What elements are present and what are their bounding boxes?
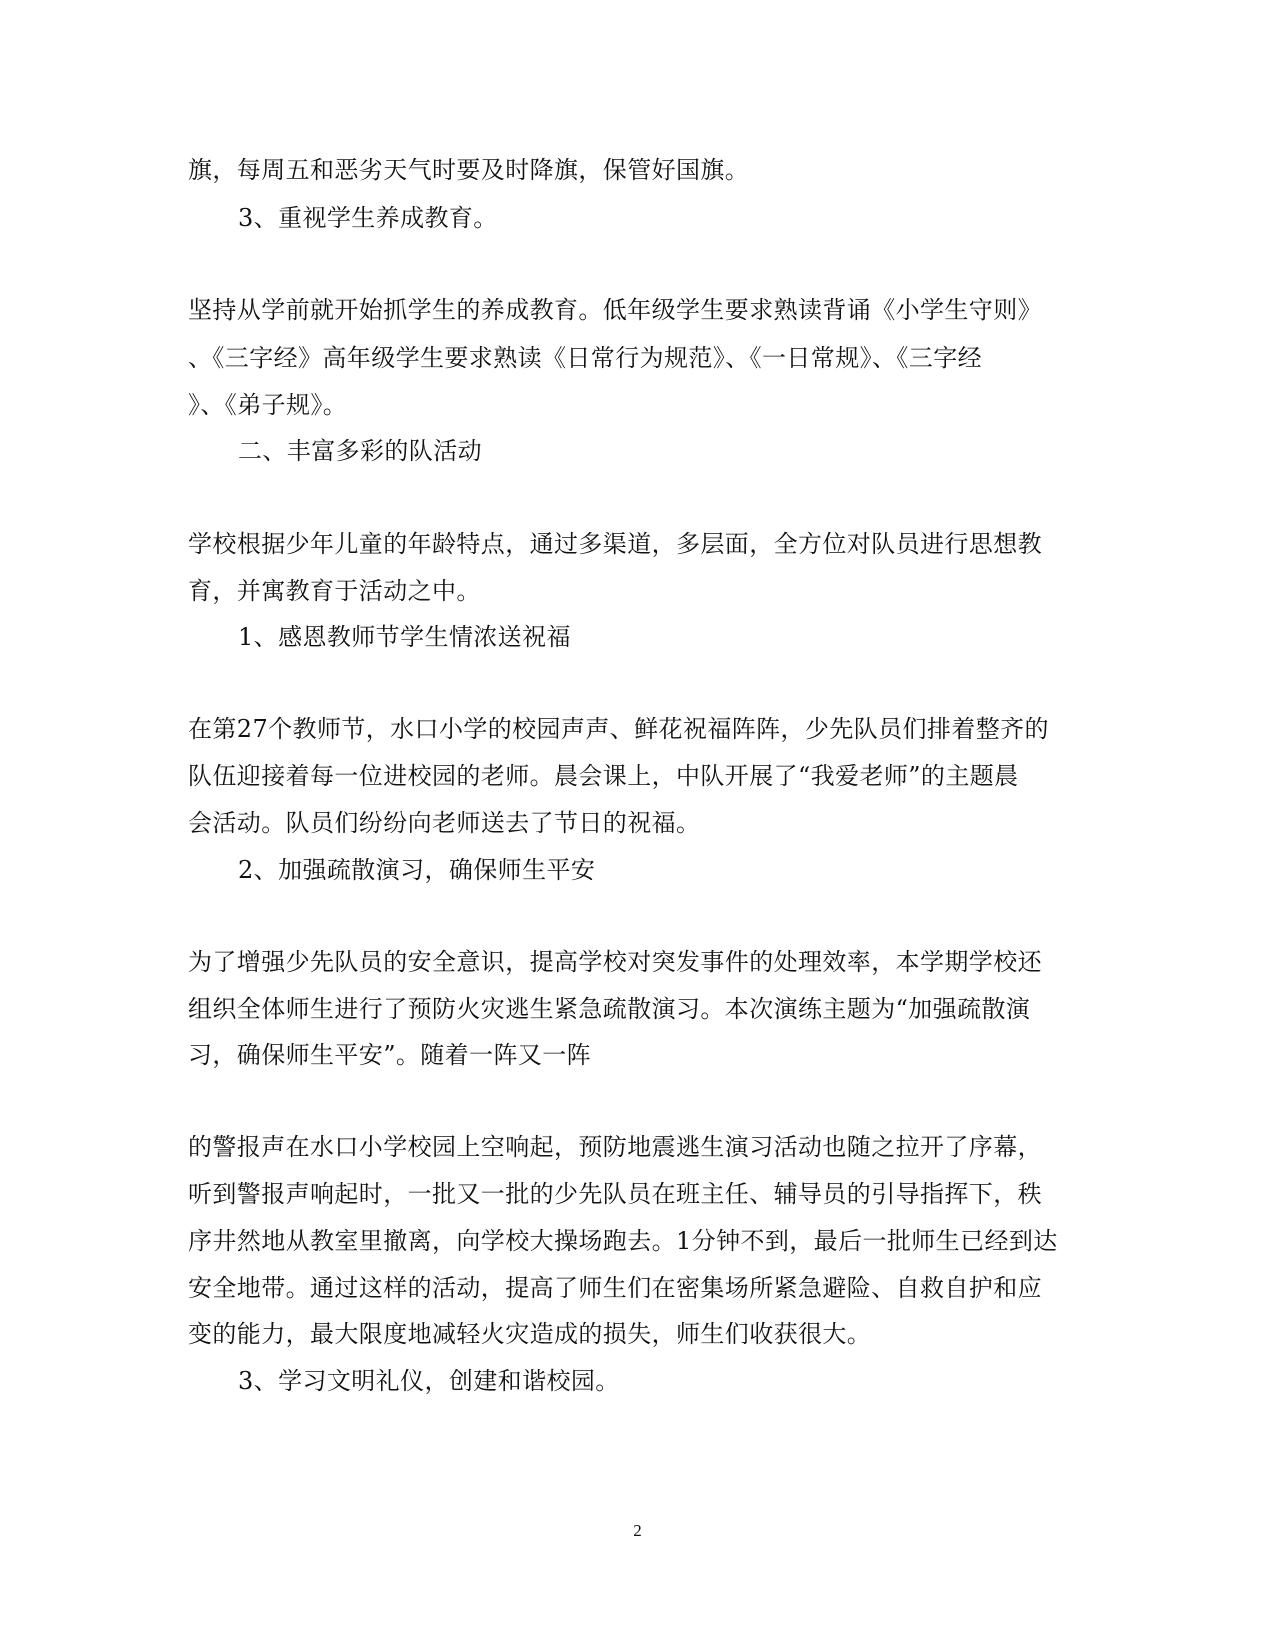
text-line: 旗，每周五和恶劣天气时要及时降旗，保管好国旗。 <box>188 156 750 184</box>
text-line: 会活动。队员们纷纷向老师送去了节日的祝福。 <box>188 809 701 837</box>
text-line: 为了增强少先队员的安全意识，提高学校对突发事件的处理效率，本学期学校还 <box>188 948 1042 976</box>
text-line: 、《三字经》高年级学生要求熟读《日常行为规范》、《一日常规》、《三字经 <box>188 344 982 372</box>
text-line: 安全地带。通过这样的活动，提高了师生们在密集场所紧急避险、自救自护和应 <box>188 1274 1042 1302</box>
page-number: 2 <box>633 1521 642 1540</box>
text-line: 学校根据少年儿童的年龄特点，通过多渠道，多层面，全方位对队员进行思想教 <box>188 530 1042 558</box>
text-line: 在第27个教师节，水口小学的校园声声、鲜花祝福阵阵，少先队员们排着整齐的 <box>188 715 1049 743</box>
text-line: 序井然地从教室里撤离，向学校大操场跑去。1分钟不到，最后一批师生已经到达 <box>188 1227 1058 1255</box>
text-line: 》、《弟子规》。 <box>188 391 348 419</box>
section-heading: 2、加强疏散演习，确保师生平安 <box>238 856 596 884</box>
section-heading: 3、学习文明礼仪，创建和谐校园。 <box>238 1367 620 1395</box>
text-line: 队伍迎接着每一位进校园的老师。晨会课上，中队开展了“我爱老师”的主题晨 <box>188 762 1019 790</box>
section-heading: 二、丰富多彩的队活动 <box>238 437 482 465</box>
section-heading: 1、感恩教师节学生情浓送祝福 <box>238 623 571 651</box>
section-heading: 3、重视学生养成教育。 <box>238 204 498 232</box>
text-line: 听到警报声响起时，一批又一批的少先队员在班主任、辅导员的引导指挥下，秩 <box>188 1180 1042 1208</box>
text-line: 坚持从学前就开始抓学生的养成教育。低年级学生要求熟读背诵《小学生守则》 <box>188 296 1042 324</box>
text-line: 习，确保师生平安”。随着一阵又一阵 <box>188 1041 592 1069</box>
text-line: 育，并寓教育于活动之中。 <box>188 577 481 605</box>
text-line: 的警报声在水口小学校园上空响起，预防地震逃生演习活动也随之拉开了序幕， <box>188 1133 1042 1161</box>
text-line: 组织全体师生进行了预防火灾逃生紧急疏散演习。本次演练主题为“加强疏散演 <box>188 995 1031 1023</box>
text-line: 变的能力，最大限度地减轻火灾造成的损失，师生们收获很大。 <box>188 1320 872 1348</box>
